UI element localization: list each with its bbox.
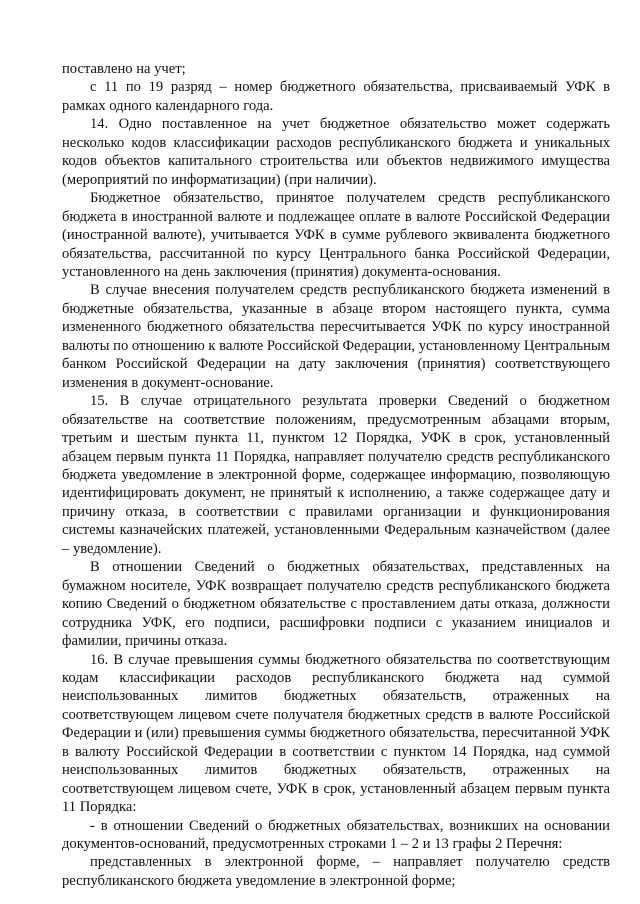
paragraph-item-16: 16. В случае превышения суммы бюджетного обязательства по соответствующим кодам классификации расходов республиканского бюджета над суммой неиспользованных лимитов бюджетных обязательств, отраженных на соответствующем лицевом счете получателя бюджетных средств в валюте Российской Федерации и (или) превышения суммы бюджетного обязательства, пересчитанной УФК в валюту Российской Федерации в соответствии с пунктом 14 Порядка, над суммой неиспользованных лимитов бюджетных обязательств, отраженных на соответствующем лицевом счете, УФК в срок, установленный абзацем первым пункта 11 Порядка: [62,651,610,816]
paragraph-paper-return: В отношении Сведений о бюджетных обязательствах, представленных на бумажном носителе, УФК возвращает получателю средств республиканского бюджета копию Сведений о бюджетном обязательстве с проставлением даты отказа, должности сотрудника УФК, его подписи, расшифровки подписи с указанием инициалов и фамилии, причины отказа. [62,559,610,650]
paragraph-changes-recalculation: В случае внесения получателем средств республиканского бюджета изменений в бюджетные обязательства, указанные в абзаце втором настоящего пункта, сумма измененного бюджетного обязательства пересчитывается УФК по курсу иностранной валюты по отношению к валюте Российской Федерации, установленному Центральным банком Российской Федерации на дату заключения (принятия) соответствующего изменения в документ-основание. [62,282,610,391]
document-page [62,60,610,890]
paragraph-foreign-currency: Бюджетное обязательство, принятое получателем средств республиканского бюджета в иностранной валюте и подлежащее оплате в валюте Российской Федерации (иностранной валюте), учитывается УФК в сумме рублевого эквивалента бюджетного обязательства, рассчитанной по курсу Центрального банка Российской Федерации, установленного на день заключения (принятия) документа-основания. [62,190,610,280]
paragraph-list-item: - в отношении Сведений о бюджетных обязательствах, возникших на основании документов-оснований, предусмотренных строками 1 – 2 и 13 графы 2 Перечня: [62,817,610,853]
paragraph-digits-11-19: с 11 по 19 разряд – номер бюджетного обязательства, присваиваемый УФК в рамках одного календарного года. [62,79,610,114]
paragraph-registered: поставлено на учет; [62,61,186,77]
paragraph-electronic-form: представленных в электронной форме, – направляет получателю средств республиканского бюджета уведомление в электронной форме; [62,854,610,889]
paragraph-item-15: 15. В случае отрицательного результата проверки Сведений о бюджетном обязательстве на соответствие положениям, предусмотренным абзацами вторым, третьим и шестым пункта 11, пунктом 12 Порядка, УФК в срок, установленный абзацем первым пункта 11 Порядка, направляет получателю средств республиканского бюджета уведомление в электронной форме, содержащее информацию, позволяющую идентифицировать документ, не принятый к исполнению, а также содержащее дату и причину отказа, в соответствии с правилами организации и функционирования системы казначейских платежей, установленными Федеральным казначейством (далее – уведомление). [62,393,610,557]
paragraph-item-14: 14. Одно поставленное на учет бюджетное обязательство может содержать несколько кодов классификации расходов республиканского бюджета и уникальных кодов объектов капитального строительства или объектов недвижимого имущества (мероприятий по информатизации) (при наличии). [62,116,610,188]
